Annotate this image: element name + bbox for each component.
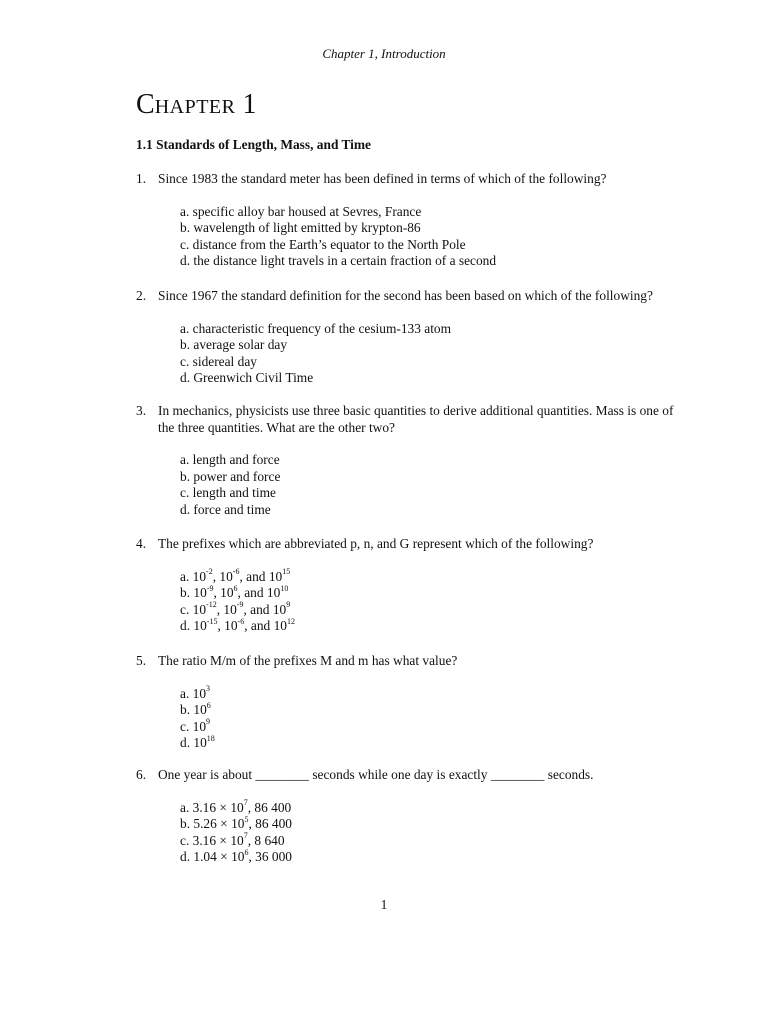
answer-option: c. $10^{-12}$, $10^{-9}$, and $10^9$ (180, 600, 291, 617)
answer-option: a. $10^{-2}$, $10^{-6}$, and $10^{15}$ (180, 567, 291, 584)
answer-option: c. distance from the Earth’s equator to the North Pole (180, 236, 466, 252)
question-number: 1. (136, 171, 147, 186)
question-text: One year is about ________ seconds while one day is exactly ________ seconds. (158, 767, 594, 782)
answer-option: a. characteristic frequency of the cesium-133 atom (180, 320, 452, 336)
chapter-number: 1 (235, 89, 257, 120)
answer-option: a. length and force (180, 452, 280, 467)
answer-option: b. power and force (180, 468, 281, 484)
question-stem (136, 171, 676, 188)
answer-option: c. $10^9$ (180, 717, 211, 734)
question-4 (136, 536, 676, 635)
question-text: Since 1983 the standard meter has been defined in terms of which of the following? (158, 171, 607, 186)
question-number: 5. (136, 653, 147, 668)
question-text: Since 1967 the standard definition for the second has been based on which of the following? (158, 288, 653, 303)
answer-option: d. $10^{-15}$, $10^{-6}$, and $10^{12}$ (180, 616, 295, 633)
answer-option: c. sidereal day (180, 353, 257, 369)
answer-option: b. $5.26 \times 10^5$, 86 400 (180, 814, 292, 831)
answer-options (180, 569, 676, 635)
answer-option: d. Greenwich Civil Time (180, 370, 314, 385)
answer-options (180, 800, 676, 866)
question-number: 2. (136, 288, 147, 303)
question-text: The prefixes which are abbreviated p, n, and G represent which of the following? (158, 536, 594, 551)
question-2 (136, 288, 676, 387)
answer-option: b. $10^6$ (180, 700, 211, 717)
question-text: The ratio M/m of the prefixes M and m has what value? (158, 653, 458, 668)
question-number: 3. (136, 403, 147, 418)
chapter-title-smallcaps: HAPTER (154, 96, 236, 118)
page-number: 1 (380, 897, 388, 912)
answer-option: a. $10^3$ (180, 684, 211, 701)
question-stem (136, 767, 676, 784)
question-stem (136, 653, 676, 670)
question-number: 6. (136, 767, 147, 782)
answer-option: c. length and time (180, 485, 276, 500)
answer-options (180, 686, 676, 752)
answer-option: b. $10^{-9}$, $10^6$, and $10^{10}$ (180, 583, 289, 600)
question-stem (136, 536, 676, 553)
answer-options (180, 204, 676, 270)
answer-option: a. specific alloy bar housed at Sevres, France (180, 203, 422, 219)
chapter-title (136, 88, 256, 124)
question-text: In mechanics, physicists use three basic quantities to derive additional quantities. Mass is one of the three quantities. What are the other two? (158, 403, 674, 435)
answer-options (180, 321, 676, 387)
question-6 (136, 767, 676, 866)
answer-option: d. force and time (180, 501, 271, 517)
answer-option: d. $1.04 \times 10^6$, 36 000 (180, 847, 292, 864)
question-stem (136, 288, 676, 305)
question-number: 4. (136, 536, 147, 551)
running-head: Chapter 1, Introduction (322, 46, 446, 61)
question-3 (136, 403, 676, 518)
answer-option: b. average solar day (180, 337, 288, 352)
answer-option: d. the distance light travels in a certain fraction of a second (180, 253, 497, 268)
answer-option: d. $10^{18}$ (180, 733, 215, 750)
answer-option: b. wavelength of light emitted by krypton-86 (180, 220, 421, 235)
question-stem (136, 403, 676, 436)
question-1 (136, 171, 676, 270)
answer-option: c. $3.16 \times 10^7$, 8 640 (180, 831, 285, 848)
section-title: 1.1 Standards of Length, Mass, and Time (136, 137, 372, 152)
chapter-title-initial: C (136, 89, 155, 120)
question-5 (136, 653, 676, 752)
answer-option: a. $3.16 \times 10^7$, 86 400 (180, 798, 292, 815)
answer-options (180, 452, 676, 518)
